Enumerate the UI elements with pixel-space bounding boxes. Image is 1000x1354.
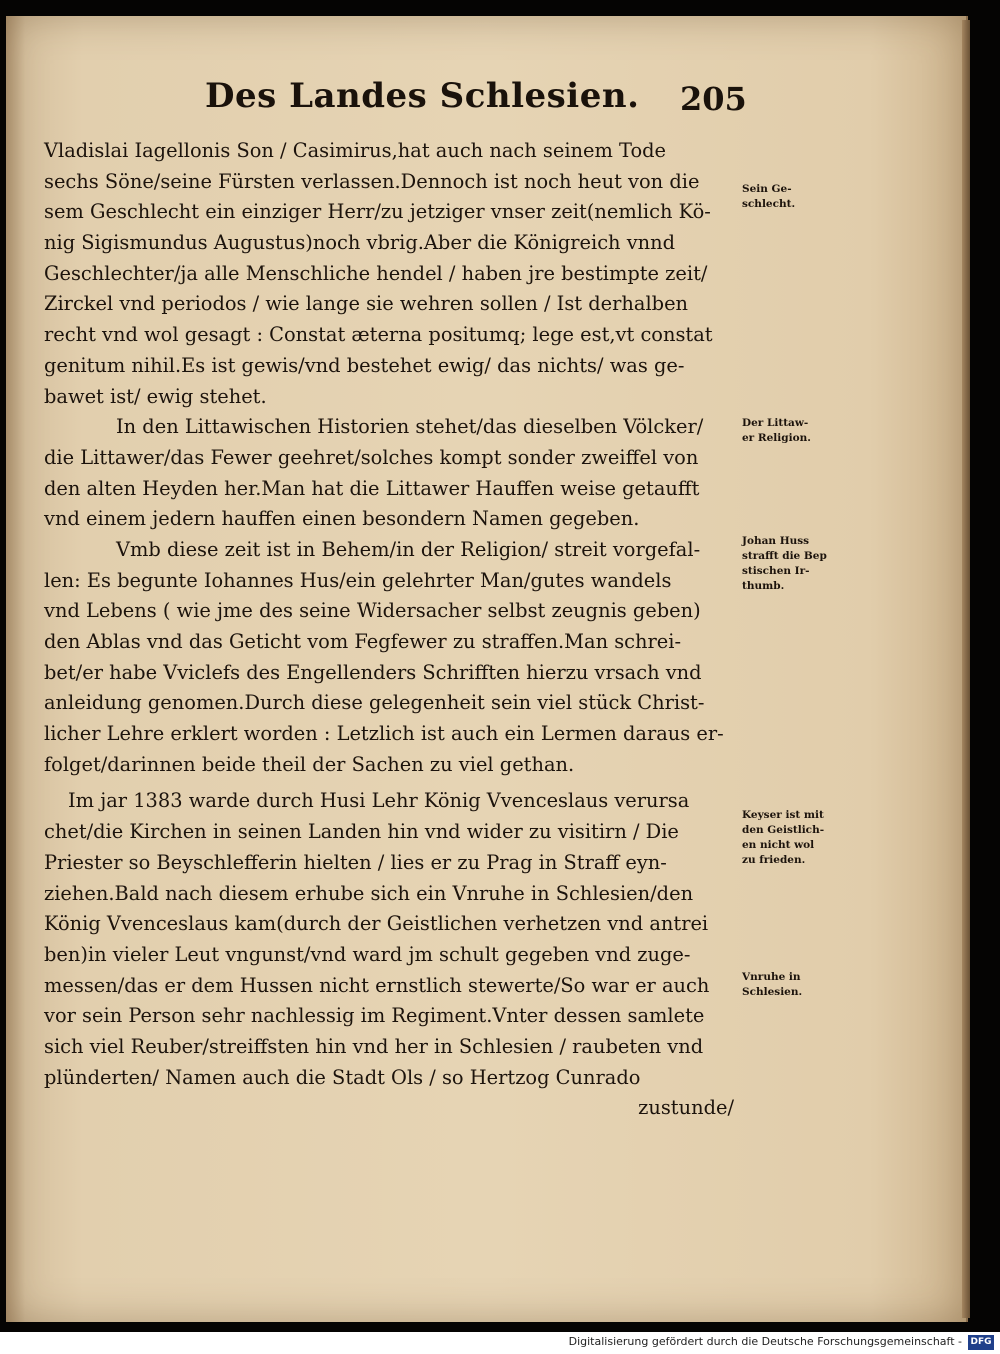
text-line: Geschlechter/ja alle Menschliche hendel / haben jre bestimpte zeit/: [44, 261, 708, 285]
text-line: genitum nihil.Es ist gewis/vnd bestehet ewig/ das nichts/ was ge-: [44, 353, 685, 377]
marginal-note: [742, 808, 842, 868]
text-line: den Ablas vnd das Geticht vom Fegfewer zu straffen.Man schrei-: [44, 630, 682, 653]
text-line: vnd Lebens ( wie jme des seine Widersacher selbst zeugnis geben): [44, 599, 701, 623]
text-line: ziehen.Bald nach diesem erhube sich ein Vnruhe in Schlesien/den: [44, 881, 694, 905]
text-line: ben)in vieler Leut vngunst/vnd ward jm schult gegeben vnd zuge-: [44, 942, 691, 966]
footer-bar: [0, 1332, 1000, 1354]
page-edge: [962, 20, 970, 1318]
text-line: vnd einem jedern hauffen einen besondern Namen gegeben.: [44, 507, 640, 531]
marginal-note-line: Sein Ge-: [742, 183, 792, 195]
marginal-note-line: zu frieden.: [742, 854, 806, 866]
text-line: König Vvenceslaus kam(durch der Geistlichen verhetzen vnd antrei: [44, 912, 709, 936]
marginal-note: [742, 970, 842, 1000]
main-text: [44, 136, 734, 1124]
text-line: licher Lehre erklert worden : Letzlich ist auch ein Lermen daraus er-: [44, 722, 724, 746]
text-line: zustunde/: [638, 1096, 734, 1120]
marginal-note-line: thumb.: [742, 580, 785, 592]
marginal-note-line: Schlesien.: [742, 986, 803, 998]
marginal-note: [742, 182, 842, 212]
text-line: sem Geschlecht ein einziger Herr/zu jetziger vnser zeit(nemlich Kö-: [44, 200, 711, 224]
text-line: Vladislai Iagellonis Son / Casimirus,hat auch nach seinem Tode: [44, 139, 667, 162]
marginal-note-line: Johan Huss: [742, 535, 810, 547]
marginal-note-line: schlecht.: [742, 198, 796, 210]
text-line: anleidung genomen.Durch diese gelegenheit sein viel stück Christ-: [44, 691, 705, 715]
text-line: bawet ist/ ewig stehet.: [44, 384, 267, 408]
text-line: plünderten/ Namen auch die Stadt Ols / so Hertzog Cunrado: [44, 1065, 641, 1089]
running-head: Des Landes Schlesien.: [205, 76, 640, 116]
text-line: Vmb diese zeit ist in Behem/in der Religion/ streit vorgefal-: [116, 537, 701, 561]
marginal-note-line: en nicht wol: [742, 839, 815, 851]
text-line: In den Littawischen Historien stehet/das dieselben Völcker/: [116, 415, 704, 439]
text-line: chet/die Kirchen in seinen Landen hin vnd wider zu visitirn / Die: [44, 820, 679, 844]
funding-notice: Digitalisierung gefördert durch die Deutsche Forschungsgemeinschaft -: [568, 1335, 962, 1348]
text-line: Im jar 1383 warde durch Husi Lehr König Vvenceslaus verursa: [68, 789, 690, 813]
text-line: recht vnd wol gesagt : Constat æterna positumq; lege est,vt constat: [44, 323, 713, 347]
text-line: Zirckel vnd periodos / wie lange sie wehren sollen / Ist derhalben: [44, 292, 689, 316]
marginal-note: [742, 534, 842, 594]
marginal-note: [742, 416, 842, 446]
text-line: die Littawer/das Fewer geehret/solches kompt sonder zweiffel von: [44, 445, 699, 469]
marginal-note-line: den Geistlich-: [742, 824, 825, 836]
text-line: len: Es begunte Iohannes Hus/ein gelehrter Man/gutes wandels: [44, 568, 672, 592]
marginal-note-line: Der Littaw-: [742, 417, 809, 429]
marginal-note-line: strafft die Bep: [742, 550, 827, 562]
text-line: messen/das er dem Hussen nicht ernstlich stewerte/So war er auch: [44, 973, 710, 997]
text-line: sechs Söne/seine Fürsten verlassen.Dennoch ist noch heut von die: [44, 169, 700, 193]
dfg-logo-icon[interactable]: DFG: [968, 1335, 994, 1350]
text-line: nig Sigismundus Augustus)noch vbrig.Aber die Königreich vnnd: [44, 231, 676, 255]
text-line: vor sein Person sehr nachlessig im Regiment.Vnter dessen samlete: [44, 1004, 705, 1028]
page-number: 205: [680, 80, 747, 118]
text-line: den alten Heyden her.Man hat die Littawer Hauffen weise getaufft: [44, 476, 700, 500]
text-line: sich viel Reuber/streiffsten hin vnd her in Schlesien / raubeten vnd: [44, 1034, 704, 1058]
text-line: Priester so Beyschlefferin hielten / lies er zu Prag in Straff eyn-: [44, 850, 667, 874]
marginal-note-line: Keyser ist mit: [742, 809, 824, 821]
marginal-note-line: Vnruhe in: [742, 971, 801, 983]
marginal-note-line: stischen Ir-: [742, 565, 810, 577]
text-line: bet/er habe Vviclefs des Engellenders Schrifften hierzu vrsach vnd: [44, 660, 702, 684]
marginal-note-line: er Religion.: [742, 432, 811, 444]
text-line: folget/darinnen beide theil der Sachen zu viel gethan.: [44, 752, 575, 776]
